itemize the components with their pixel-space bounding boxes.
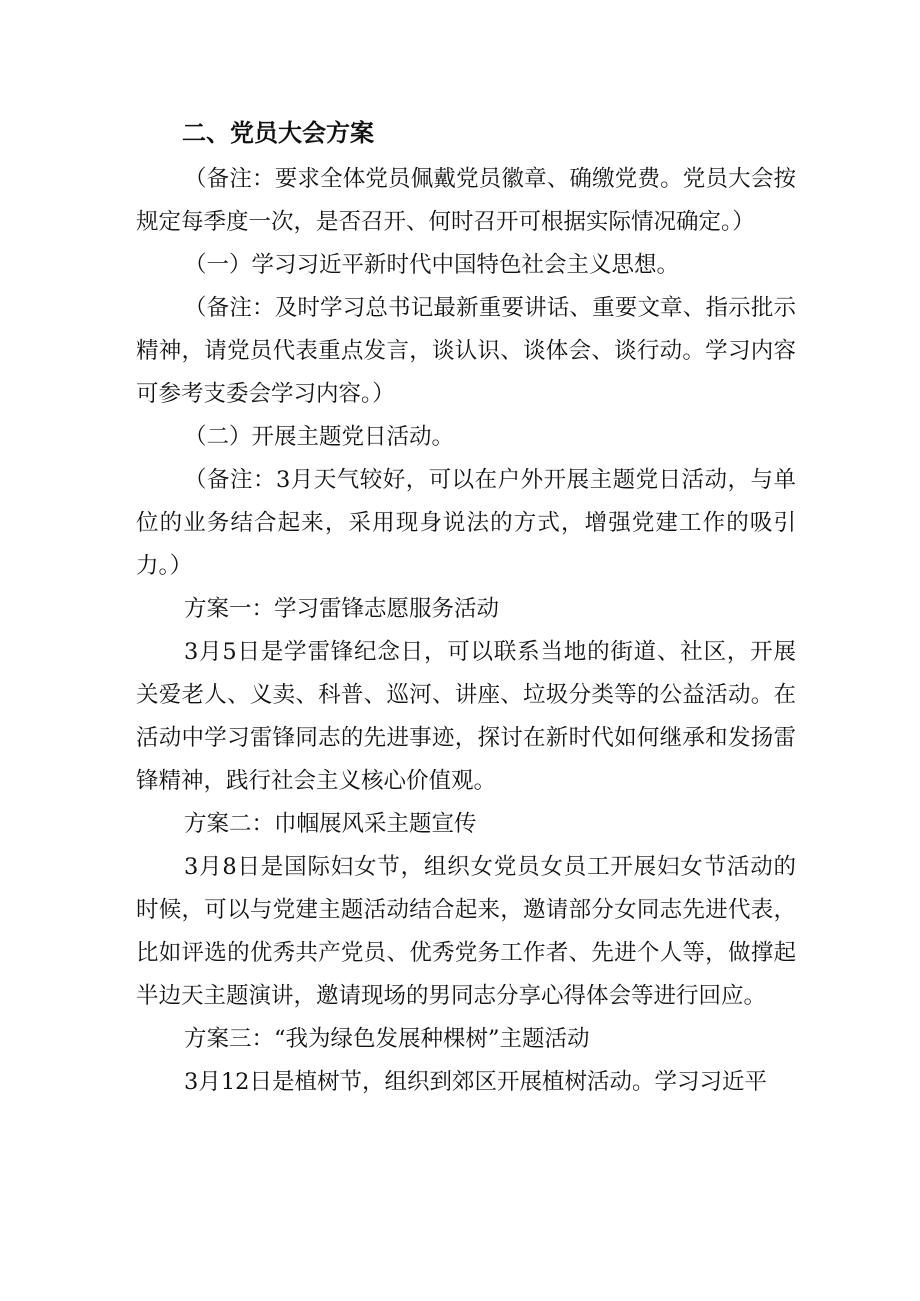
plan-two-title: 方案二：巾帼展风采主题宣传 <box>184 811 477 837</box>
document-body <box>136 158 796 1104</box>
plan-one-body: 3月5日是学雷锋纪念日，可以联系当地的街道、社区，开展关爱老人、义卖、科普、巡河、讲座、垃圾分类等的公益活动。在活动中学习雷锋同志的先进事迹，探讨在新时代如何继承和发扬雷锋精神，践行社会主义核心价值观。 <box>136 639 796 794</box>
item-one-study: （一）学习习近平新时代中国特色社会主义思想。 <box>184 252 680 278</box>
note-party-day: （备注：3月天气较好，可以在户外开展主题党日活动，与单位的业务结合起来，采用现身说法的方式，增强党建工作的吸引力。） <box>136 467 796 579</box>
plan-three-body: 3月12日是植树节，组织到郊区开展植树活动。学习习近平 <box>184 1069 767 1095</box>
item-two-party-day: （二）开展主题党日活动。 <box>184 424 455 450</box>
plan-two-body: 3月8日是国际妇女节，组织女党员女员工开展妇女节活动的时候，可以与党建主题活动结合起来，邀请部分女同志先进代表，比如评选的优秀共产党员、优秀党务工作者、先进个人等，做撑起半边天主题演讲，邀请现场的男同志分享心得体会等进行回应。 <box>136 854 796 1009</box>
note-meeting-requirements: （备注：要求全体党员佩戴党员徽章、确缴党费。党员大会按规定每季度一次，是否召开、何时召开可根据实际情况确定。） <box>136 166 796 235</box>
plan-three-title: 方案三：“我为绿色发展种棵树”主题活动 <box>184 1026 590 1052</box>
note-study-content: （备注：及时学习总书记最新重要讲话、重要文章、指示批示精神，请党员代表重点发言，谈认识、谈体会、谈行动。学习内容可参考支委会学习内容。） <box>136 295 796 407</box>
plan-one-title: 方案一：学习雷锋志愿服务活动 <box>184 596 500 622</box>
section-heading: 二、党员大会方案 <box>182 119 374 147</box>
